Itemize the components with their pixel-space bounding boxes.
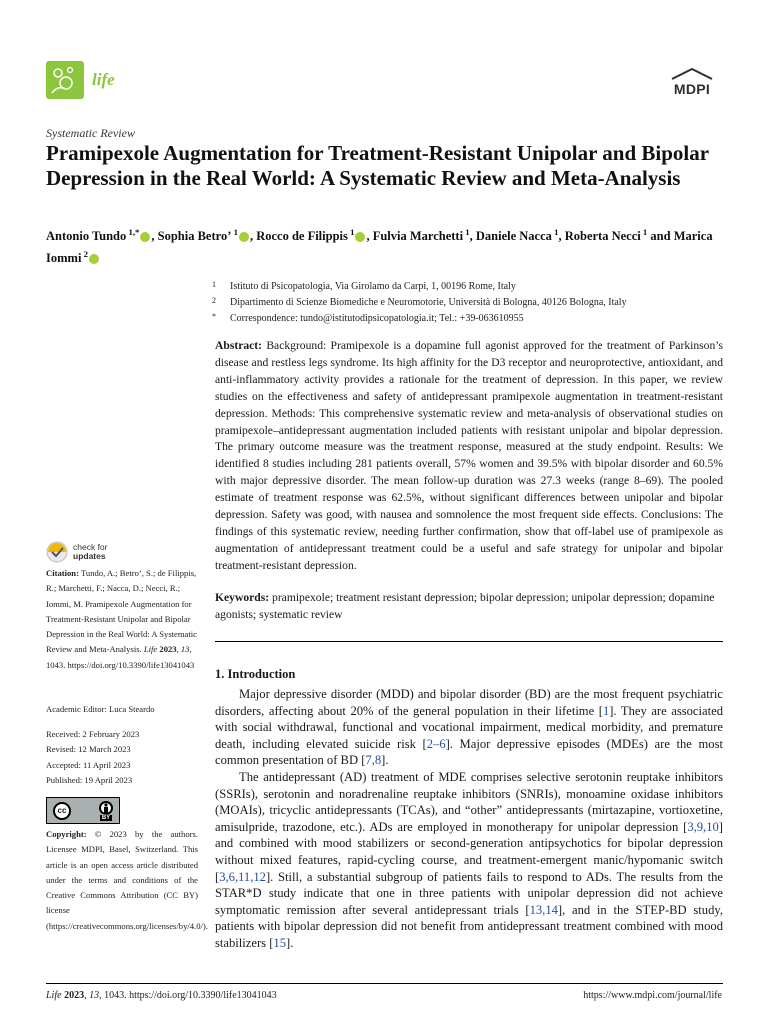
- paragraph-text: ], and in the STEP-BD study, patients with bipolar depression did not benefit from antidepressant treatment combined with mood stabilizers [: [215, 902, 723, 950]
- academic-editor: Academic Editor: Luca Steardo: [46, 704, 155, 714]
- attribution-icon: [99, 801, 113, 815]
- footer-url[interactable]: https://www.mdpi.com/journal/life: [583, 990, 722, 1001]
- orcid-icon[interactable]: [239, 232, 249, 242]
- copyright-block: [46, 827, 208, 934]
- check-line-1: check for: [73, 542, 108, 552]
- affiliation-row: [212, 279, 732, 295]
- affiliation-row: [212, 295, 732, 311]
- check-updates-icon: [46, 541, 68, 563]
- publisher-name: MDPI: [673, 81, 711, 97]
- paragraph-text: Major depressive disorder (MDD) and bipolar disorder (BD) are the most frequent psychiatric disorders, affecting about 20% of the general population in their lifetime [: [215, 687, 723, 718]
- author-affiliation-mark: 1: [347, 227, 355, 237]
- author-affiliation-mark: 2: [81, 249, 88, 260]
- keywords-label: Keywords:: [215, 591, 270, 604]
- paragraph: [215, 686, 723, 769]
- dates-block: [46, 727, 139, 788]
- person-icon: [102, 803, 110, 813]
- paragraph-text: The antidepressant (AD) treatment of MDE comprises selective serotonin reuptake inhibitors (SSRIs), serotonin and noradrenaline reuptake inhibitors (SNRIs), monoamine oxidase inhibitors (MOAIs), tricyclic antidepressants (TCAs), and “other” antidepressants (mirtazapine, vortioxetine, amisulpride, trazodone, etc.). ADs are employed in monotherapy for unipolar depression [: [215, 769, 723, 834]
- paragraph: [215, 769, 723, 952]
- paragraph-text: ] and combined with mood stabilizers or second-generation antipsychotics for bipolar depression without mixed features, rapid-cycling course, and treatment-emergent manic/hypomanic switch [: [215, 819, 723, 884]
- check-updates-label: [73, 543, 108, 561]
- affiliation-text: Istituto di Psicopatologia, Via Girolamo da Carpi, 1, 00196 Rome, Italy: [230, 281, 516, 292]
- divider: [215, 641, 723, 642]
- reference-link[interactable]: 15: [273, 935, 286, 950]
- footer-doi[interactable]: , 1043. https://doi.org/10.3390/life13041043: [99, 990, 277, 1001]
- citation-label: Citation:: [46, 568, 79, 578]
- abstract: [215, 338, 723, 575]
- citation-block: Citation: Tundo, A.; Betro’, S.; de Filippis, R.; Marchetti, F.; Nacca, D.; Necci, R.; Iommi, M. Pramipexole Augmentation for Treatment-Resistant Unipolar and Bipolar Depression in the Real World: A Systematic Review and Meta-Analysis. Life 2023, 13, 1043. https://doi.org/10.3390/life13041043: [46, 568, 197, 670]
- affiliation-mark: 2: [212, 296, 216, 305]
- reference-link[interactable]: 7,8: [365, 753, 382, 768]
- date-line: Received: 2 February 2023: [46, 729, 140, 739]
- copyright-label: Copyright:: [46, 829, 87, 839]
- affiliation-text: Dipartimento di Scienze Biomediche e Neuromotorie, Università di Bologna, 40126 Bologna, Italy: [230, 297, 627, 308]
- keywords-text: pramipexole; treatment resistant depression; bipolar depression; unipolar depression; dopamine agonists; systematic review: [215, 591, 715, 621]
- author-affiliation-mark: 1: [640, 227, 648, 237]
- copyright-text: © 2023 by the authors. Licensee MDPI, Basel, Switzerland. This article is an open access article distributed under the terms and conditions of the Creative Commons Attribution (CC BY) license (https://creativecommons.org/licenses/by/4.0/).: [46, 829, 208, 931]
- cc-icon: cc: [53, 802, 71, 820]
- author-name[interactable]: Rocco de Filippis: [256, 229, 348, 244]
- author-name[interactable]: Sophia Betro’: [157, 229, 232, 244]
- citation-doi[interactable]: , 1043. https://doi.org/10.3390/life13041043: [46, 644, 195, 670]
- affiliation-mark: 1: [212, 280, 216, 289]
- author-affiliation-mark: 1,*: [126, 227, 140, 237]
- and-word: and: [647, 229, 674, 244]
- author-list: Antonio Tundo $^{1,*}$ , Sophia Betro’ $^1$ , Rocco de Filippis $^1$ , Fulvia Marchetti $^1$, Daniele Nacca $^1$, Roberta Necci $^1$ and Marica Iommi $^2$: [46, 227, 713, 266]
- cc-license-badge[interactable]: [46, 797, 120, 824]
- affiliation-row: [212, 311, 732, 327]
- check-for-updates-button[interactable]: [46, 539, 176, 565]
- reference-link[interactable]: 3,6,11,12: [219, 869, 266, 884]
- author-affiliation-mark: 1: [231, 227, 238, 237]
- author-affiliation-mark: 1: [463, 227, 470, 237]
- footer-volume: 13: [89, 990, 100, 1001]
- author-affiliation-mark: 1: [551, 227, 559, 237]
- affiliation-mark: *: [212, 312, 216, 321]
- footer-divider: [46, 983, 723, 984]
- affiliations: [212, 279, 732, 327]
- paragraph-text: ]. They are associated with social withdrawal, functional and vocational impairment, medical morbidity, and premature death, including elevated suicide risk [: [215, 703, 723, 751]
- abstract-label: Abstract:: [215, 339, 263, 352]
- author-name[interactable]: Marica Iommi: [46, 229, 713, 266]
- date-line: Accepted: 11 April 2023: [46, 759, 131, 770]
- introduction-body: [215, 686, 723, 952]
- mdpi-logo: [668, 67, 716, 101]
- citation-journal: Life: [143, 644, 158, 655]
- paragraph-text: ].: [381, 753, 389, 768]
- date-line: Published: 19 April 2023: [46, 774, 133, 785]
- check-line-2: updates: [73, 551, 106, 561]
- abstract-text: Background: Pramipexole is a dopamine full agonist approved for the treatment of Parkinson’s disease and restless legs syndrome. Its high affinity for the D3 receptor and neuroprotective, antioxidant, and anti-inflammatory activity provides a rationale for the treatment of depression. In this paper, we review studies on the effectiveness and safety of antidepressant pramipexole augmentation in treatment-resistant depression. Methods: This comprehensive systematic review and meta-analysis of observational studies on pramipexole–antidepressant augmentation included patients with resistant unipolar and bipolar depression. The primary outcome measure was the treatment response, measured at the study endpoint. Results: We identified 8 studies including 281 patients overall, 57% women and 39.5% with bipolar disorder and 60.5% with major depressive disorder. The mean follow-up duration was 27.3 weeks (range 8–69). The pooled estimate of treatment response was 62.5%, without significant differences between unipolar and bipolar depression. Safety was good, with nausea and somnolence the most frequent side effects. Conclusions: The findings of this systematic review, needing further confirmation, show that off-label use of pramipexole as augmentation of antidepressant treatment could be a useful and safe strategy for unipolar and bipolar treatment-resistant depression.: [215, 339, 723, 572]
- paragraph-text: ].: [286, 935, 294, 950]
- orcid-icon[interactable]: [89, 254, 99, 264]
- citation-volume: 13: [180, 644, 190, 655]
- affiliation-text: Correspondence: tundo@istitutodipsicopatologia.it; Tel.: +39-063610955: [230, 313, 524, 324]
- date-line: Revised: 12 March 2023: [46, 744, 131, 755]
- keywords: [215, 590, 723, 624]
- license-by: BY: [101, 814, 111, 821]
- paragraph-text: ]. Major depressive episodes (MDEs) are the most common presentation of BD [: [215, 736, 723, 768]
- reference-link[interactable]: 1: [602, 703, 610, 718]
- author-name[interactable]: Fulvia Marchetti: [372, 229, 464, 244]
- article-title: Pramipexole Augmentation for Treatment-Resistant Unipolar and Bipolar Depression in the Real World: A Systematic Review and Meta-Analysis: [46, 141, 709, 190]
- journal-logo: [46, 60, 126, 100]
- citation-text: Tundo, A.; Betro’, S.; de Filippis, R.; Marchetti, F.; Nacca, D.; Necci, R.; Iommi, M. Pramipexole Augmentation for Treatment-Resistant Unipolar and Bipolar Depression in the Real World: A Systematic Review and Meta-Analysis.: [46, 568, 197, 655]
- footer-year: 2023: [64, 990, 85, 1001]
- citation-year: 2023: [159, 644, 177, 655]
- section-heading: 1. Introduction: [215, 667, 296, 681]
- life-logo-icon: [46, 61, 84, 99]
- reference-link[interactable]: 13,14: [529, 902, 558, 917]
- author-name[interactable]: Roberta Necci: [564, 229, 641, 244]
- reference-link[interactable]: 2–6: [426, 736, 446, 751]
- paragraph-text: ]. Still, a substantial subgroup of patients fails to respond to ADs. The results from the STAR*D study indicate that one in three patients with unipolar depression did not achieve symptomatic remission after several antidepressant trials [: [215, 869, 723, 917]
- article-type: Systematic Review: [46, 126, 135, 140]
- reference-link[interactable]: 3,9,10: [687, 819, 719, 834]
- author-name[interactable]: Daniele Nacca: [475, 229, 552, 244]
- orcid-icon[interactable]: [140, 232, 150, 242]
- journal-name: life: [92, 70, 115, 89]
- orcid-icon[interactable]: [355, 232, 365, 242]
- footer-citation: Life 2023, 13, 1043. https://doi.org/10.3390/life13041043: [46, 990, 277, 1001]
- author-name[interactable]: Antonio Tundo: [46, 229, 127, 244]
- footer-journal: Life: [46, 990, 62, 1001]
